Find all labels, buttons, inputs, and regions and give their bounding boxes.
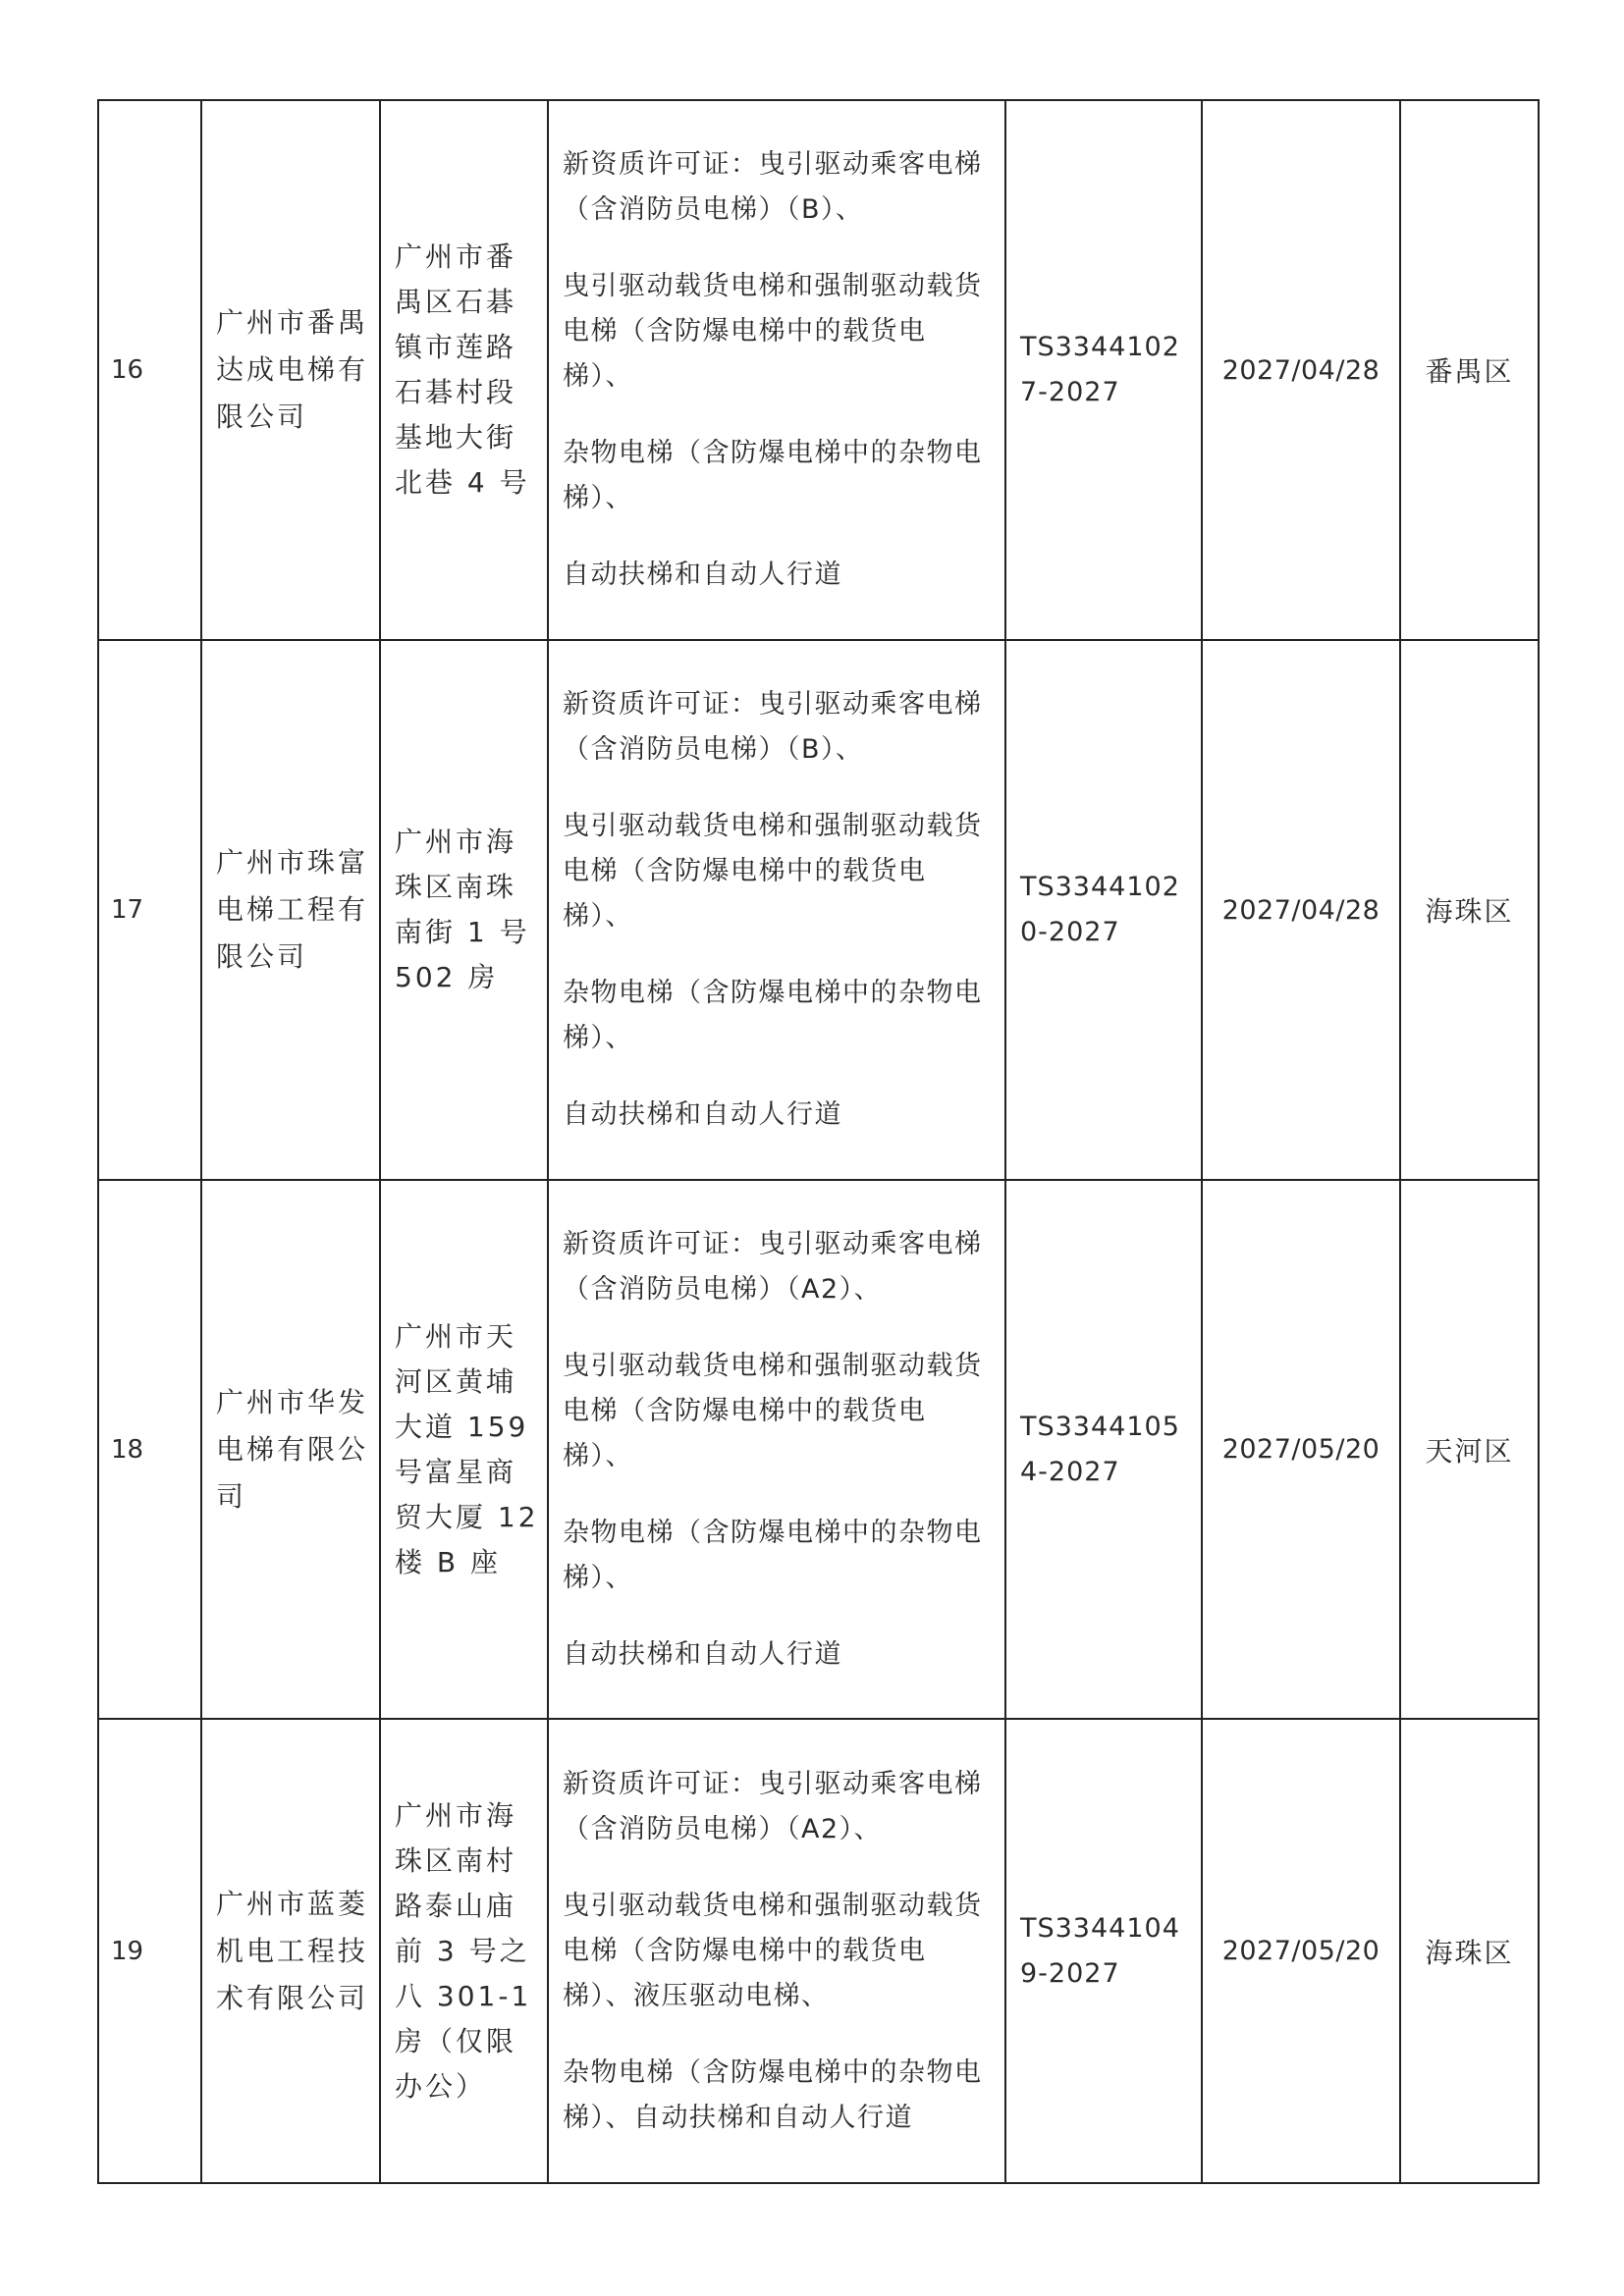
certificate-number: TS33441049-2027 [1005, 1719, 1202, 2183]
district: 天河区 [1400, 1180, 1539, 1719]
table-row [98, 100, 1539, 640]
company-address: 广州市天河区黄埔大道 159 号富星商贸大厦 12 楼 B 座 [380, 1180, 548, 1719]
scope-item: 曳引驱动载货电梯和强制驱动载货电梯（含防爆电梯中的载货电梯）、 [563, 1350, 983, 1471]
scope-item: 新资质许可证：曳引驱动乘客电梯（含消防员电梯）（A2）、 [563, 1768, 983, 1844]
company-name: 广州市华发电梯有限公司 [201, 1180, 380, 1719]
scope-item: 杂物电梯（含防爆电梯中的杂物电梯）、自动扶梯和自动人行道 [563, 2056, 983, 2133]
row-number: 16 [98, 100, 201, 640]
scope-item: 新资质许可证：曳引驱动乘客电梯（含消防员电梯）（B）、 [563, 149, 983, 225]
company-name: 广州市蓝菱机电工程技术有限公司 [201, 1719, 380, 2183]
license-scope [548, 100, 1005, 640]
district: 番禺区 [1400, 100, 1539, 640]
scope-item: 新资质许可证：曳引驱动乘客电梯（含消防员电梯）（A2）、 [563, 1228, 983, 1305]
license-scope [548, 640, 1005, 1180]
certificate-number: TS33441020-2027 [1005, 640, 1202, 1180]
certificate-number: TS33441027-2027 [1005, 100, 1202, 640]
row-number: 17 [98, 640, 201, 1180]
company-address: 广州市海珠区南村路泰山庙前 3 号之八 301-1 房（仅限办公） [380, 1719, 548, 2183]
scope-item: 杂物电梯（含防爆电梯中的杂物电梯）、 [563, 978, 983, 1053]
row-number: 19 [98, 1719, 201, 2183]
company-name: 广州市番禺达成电梯有限公司 [201, 100, 380, 640]
scope-item: 杂物电梯（含防爆电梯中的杂物电梯）、 [563, 1517, 983, 1593]
company-name: 广州市珠富电梯工程有限公司 [201, 640, 380, 1180]
scope-item: 曳引驱动载货电梯和强制驱动载货电梯（含防爆电梯中的载货电梯）、 [563, 271, 983, 392]
scope-item: 新资质许可证：曳引驱动乘客电梯（含消防员电梯）（B）、 [563, 689, 983, 765]
expiry-date: 2027/04/28 [1202, 640, 1400, 1180]
expiry-date: 2027/04/28 [1202, 100, 1400, 640]
scope-item: 自动扶梯和自动人行道 [563, 560, 842, 590]
company-address: 广州市番禺区石碁镇市莲路石碁村段基地大街北巷 4 号 [380, 100, 548, 640]
district: 海珠区 [1400, 1719, 1539, 2183]
scope-item: 自动扶梯和自动人行道 [563, 1099, 842, 1130]
license-scope [548, 1719, 1005, 2183]
license-scope [548, 1180, 1005, 1719]
scope-item: 曳引驱动载货电梯和强制驱动载货电梯（含防爆电梯中的载货电梯）、 [563, 811, 983, 932]
district: 海珠区 [1400, 640, 1539, 1180]
scope-item: 曳引驱动载货电梯和强制驱动载货电梯（含防爆电梯中的载货电梯）、液压驱动电梯、 [563, 1890, 983, 2011]
table-row [98, 640, 1539, 1180]
scope-item: 杂物电梯（含防爆电梯中的杂物电梯）、 [563, 438, 983, 513]
scope-item: 自动扶梯和自动人行道 [563, 1638, 842, 1670]
row-number: 18 [98, 1180, 201, 1719]
expiry-date: 2027/05/20 [1202, 1719, 1400, 2183]
expiry-date: 2027/05/20 [1202, 1180, 1400, 1719]
certificate-number: TS33441054-2027 [1005, 1180, 1202, 1719]
company-address: 广州市海珠区南珠南街 1 号 502 房 [380, 640, 548, 1180]
table-row [98, 1180, 1539, 1719]
license-table [97, 99, 1540, 2184]
table-row [98, 1719, 1539, 2183]
